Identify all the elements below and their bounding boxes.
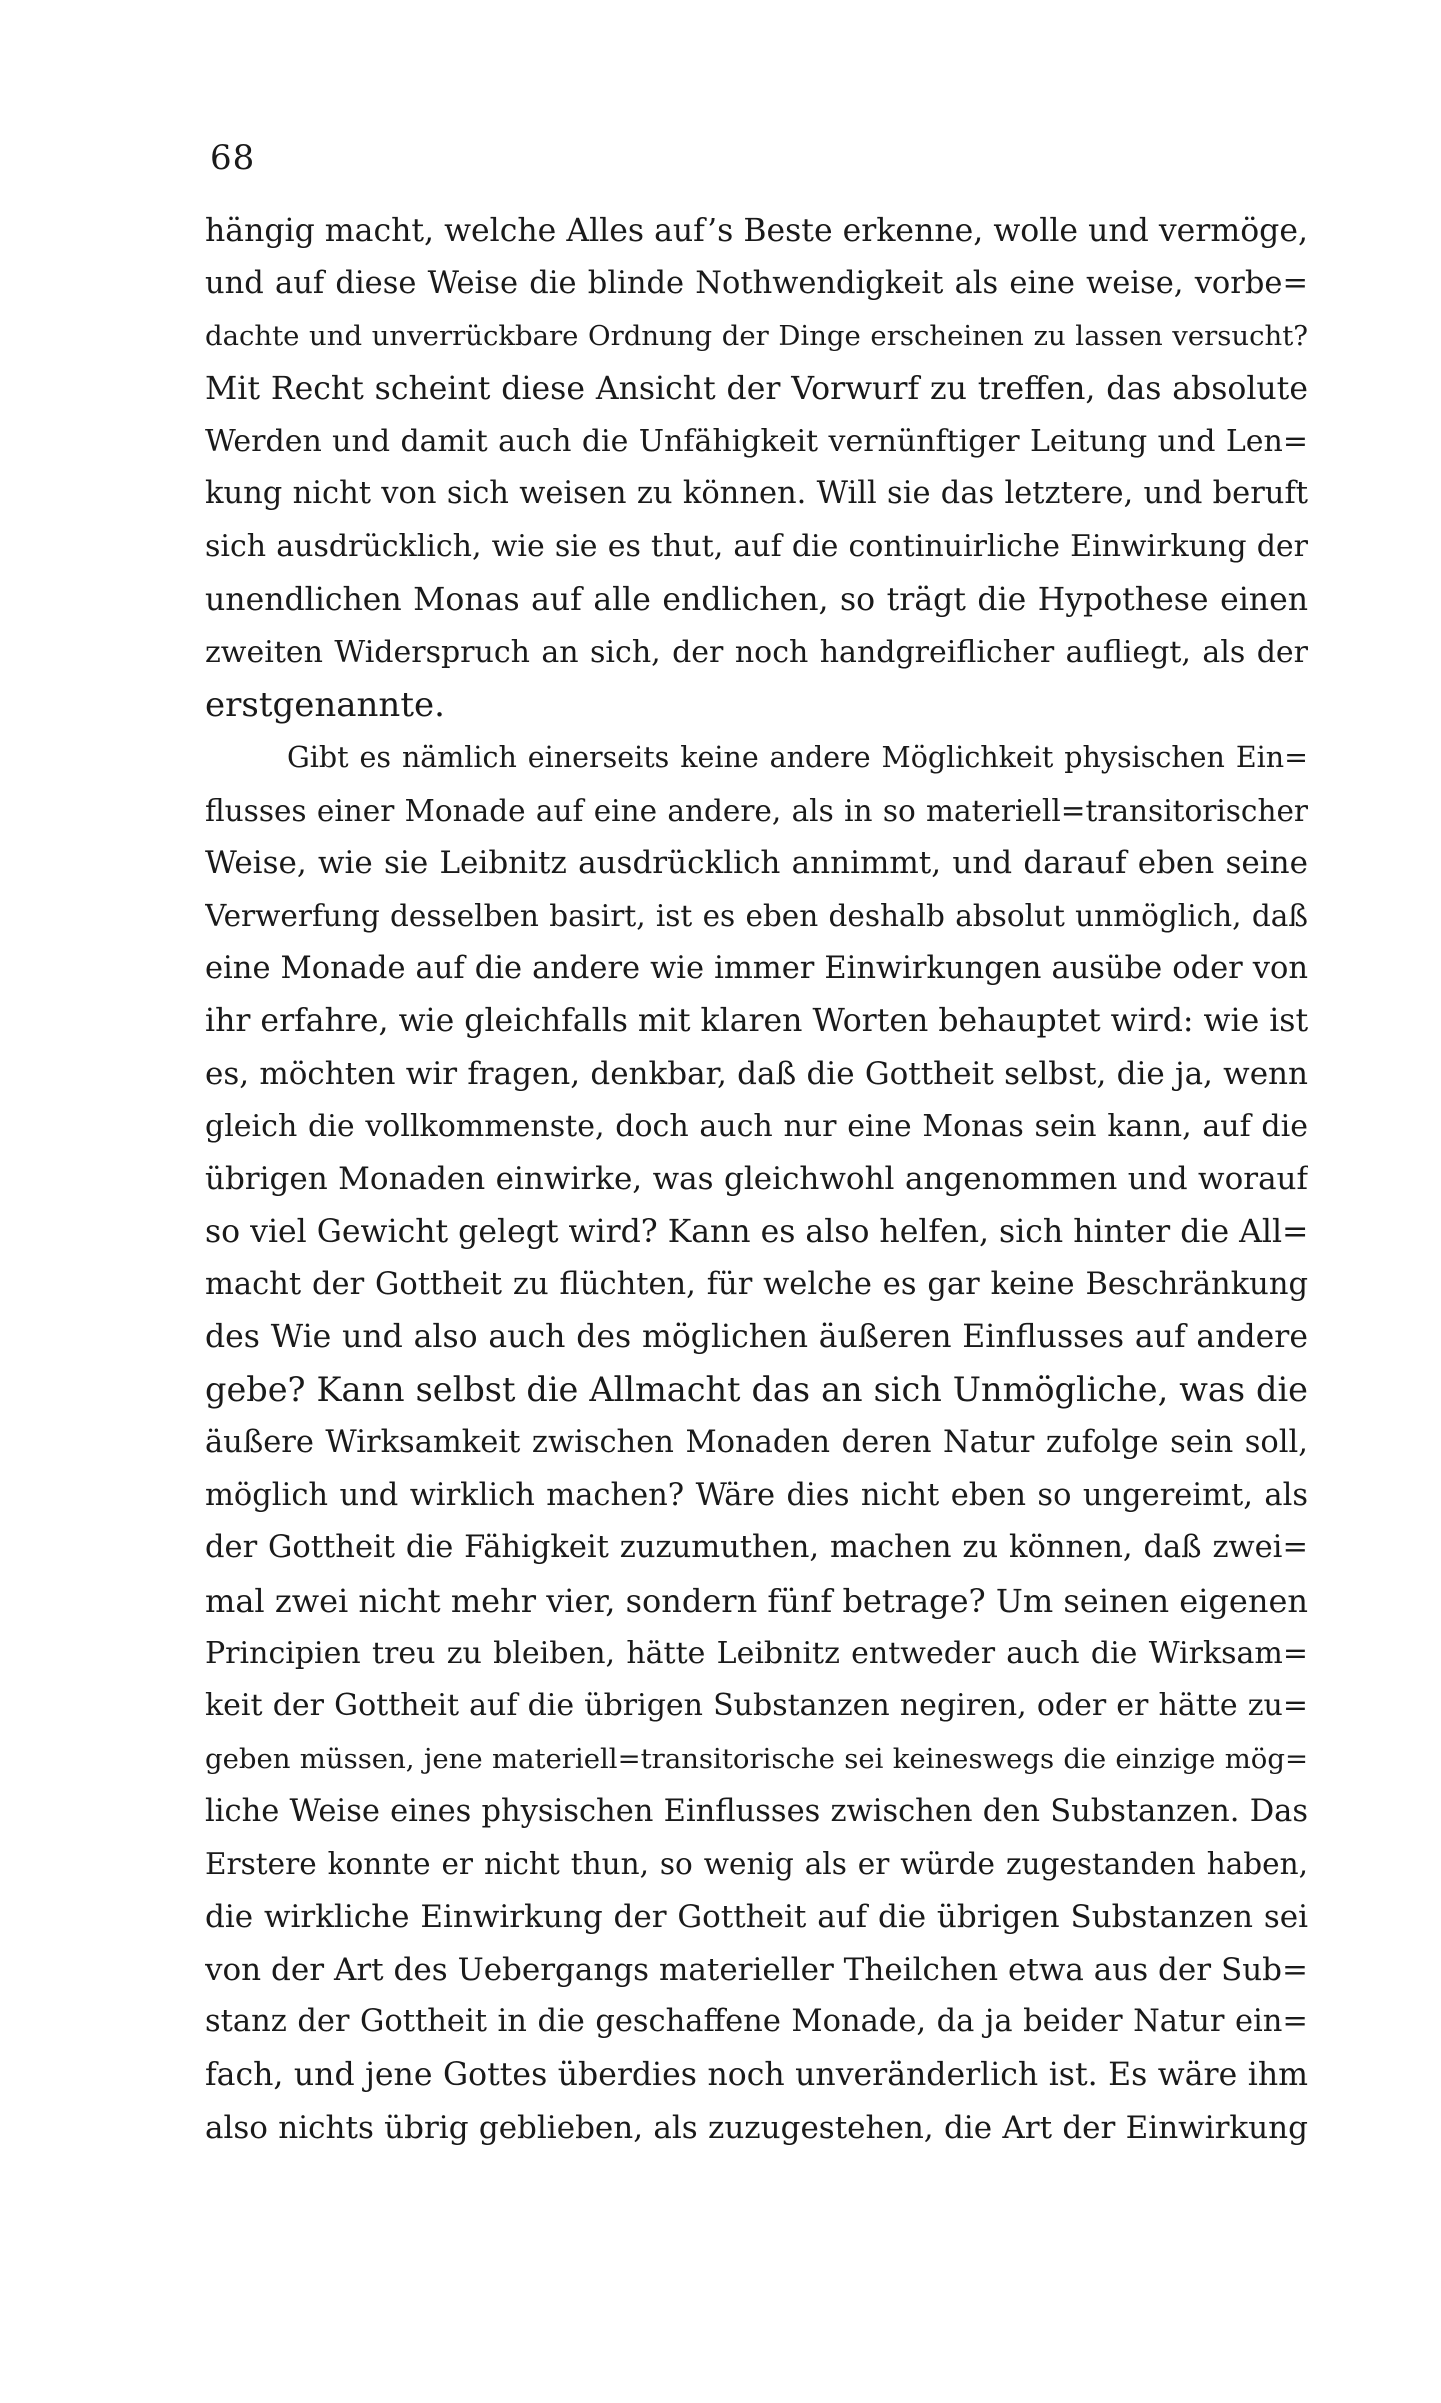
text-line-paragraph-start: Gibt es nämlich einerseits keine andere Möglichkeit physischen Ein= (287, 740, 1308, 774)
text-line: des Wie und also auch des möglichen äußeren Einflusses auf andere (205, 1319, 1308, 1356)
text-line: Mit Recht scheint diese Ansicht der Vorwurf zu treffen, das absolute (205, 371, 1308, 408)
text-line: die wirkliche Einwirkung der Gottheit auf die übrigen Substanzen sei (205, 1899, 1308, 1935)
text-line: fach, und jene Gottes überdies noch unveränderlich ist. Es wäre ihm (205, 2057, 1308, 2094)
text-line: mal zwei nicht mehr vier, sondern fünf betrage? Um seinen eigenen (205, 1581, 1308, 1620)
text-line: es, möchten wir fragen, denkbar, daß die Gottheit selbst, die ja, wenn (205, 1056, 1308, 1092)
body-text (205, 205, 1308, 2154)
text-line: keit der Gottheit auf die übrigen Substanzen negiren, oder er hätte zu= (205, 1688, 1308, 1724)
text-line: unendlichen Monas auf alle endlichen, so trägt die Hypothese einen (205, 581, 1308, 618)
text-line: dachte und unverrückbare Ordnung der Dinge erscheinen zu lassen versucht? (205, 320, 1308, 353)
text-line-paragraph-end: erstgenannte. (205, 685, 445, 726)
text-line: macht der Gottheit zu flüchten, für welche es gar keine Beschränkung (205, 1266, 1308, 1302)
text-line: so viel Gewicht gelegt wird? Kann es also helfen, sich hinter die All= (205, 1214, 1308, 1251)
text-line: Principien treu zu bleiben, hätte Leibnitz entweder auch die Wirksam= (205, 1635, 1308, 1671)
text-line: zweiten Widerspruch an sich, der noch handgreiflicher aufliegt, als der (205, 634, 1308, 670)
text-line: ihr erfahre, wie gleichfalls mit klaren Worten behauptet wird: wie ist (205, 1003, 1308, 1040)
text-line: übrigen Monaden einwirke, was gleichwohl angenommen und worauf (205, 1161, 1308, 1198)
text-line: gebe? Kann selbst die Allmacht das an sich Unmögliche, was die (205, 1370, 1308, 1410)
text-line: geben müssen, jene materiell=transitorische sei keineswegs die einzige mög= (205, 1742, 1308, 1775)
text-line: von der Art des Uebergangs materieller Theilchen etwa aus der Sub= (205, 1951, 1308, 1988)
text-line: kung nicht von sich weisen zu können. Will sie das letztere, und beruft (205, 476, 1308, 512)
text-line: Weise, wie sie Leibnitz ausdrücklich annimmt, und darauf eben seine (205, 845, 1308, 882)
page-number: 68 (210, 138, 256, 178)
text-line: sich ausdrücklich, wie sie es thut, auf die continuirliche Einwirkung der (205, 529, 1308, 565)
text-line: äußere Wirksamkeit zwischen Monaden deren Natur zufolge sein soll, (205, 1424, 1308, 1460)
text-line: Werden und damit auch die Unfähigkeit vernünftiger Leitung und Len= (205, 423, 1308, 459)
text-line: gleich die vollkommenste, doch auch nur eine Monas sein kann, auf die (205, 1108, 1308, 1144)
text-line: der Gottheit die Fähigkeit zuzumuthen, machen zu können, daß zwei= (205, 1530, 1308, 1566)
text-line: Erstere konnte er nicht thun, so wenig als er würde zugestanden haben, (205, 1847, 1308, 1882)
text-line: stanz der Gottheit in die geschaffene Monade, da ja beider Natur ein= (205, 2004, 1308, 2040)
text-line: liche Weise eines physischen Einflusses zwischen den Substanzen. Das (205, 1793, 1308, 1829)
text-line: Verwerfung desselben basirt, ist es eben deshalb absolut unmöglich, daß (205, 898, 1308, 933)
text-line: möglich und wirklich machen? Wäre dies nicht eben so ungereimt, als (205, 1477, 1308, 1513)
text-line: eine Monade auf die andere wie immer Einwirkungen ausübe oder von (205, 950, 1308, 986)
text-line: also nichts übrig geblieben, als zuzugestehen, die Art der Einwirkung (205, 2109, 1308, 2146)
text-line: und auf diese Weise die blinde Nothwendigkeit als eine weise, vorbe= (205, 265, 1308, 301)
text-line: hängig macht, welche Alles auf’s Beste erkenne, wolle und vermöge, (205, 213, 1308, 249)
text-line: flusses einer Monade auf eine andere, als in so materiell=transitorischer (205, 793, 1308, 828)
